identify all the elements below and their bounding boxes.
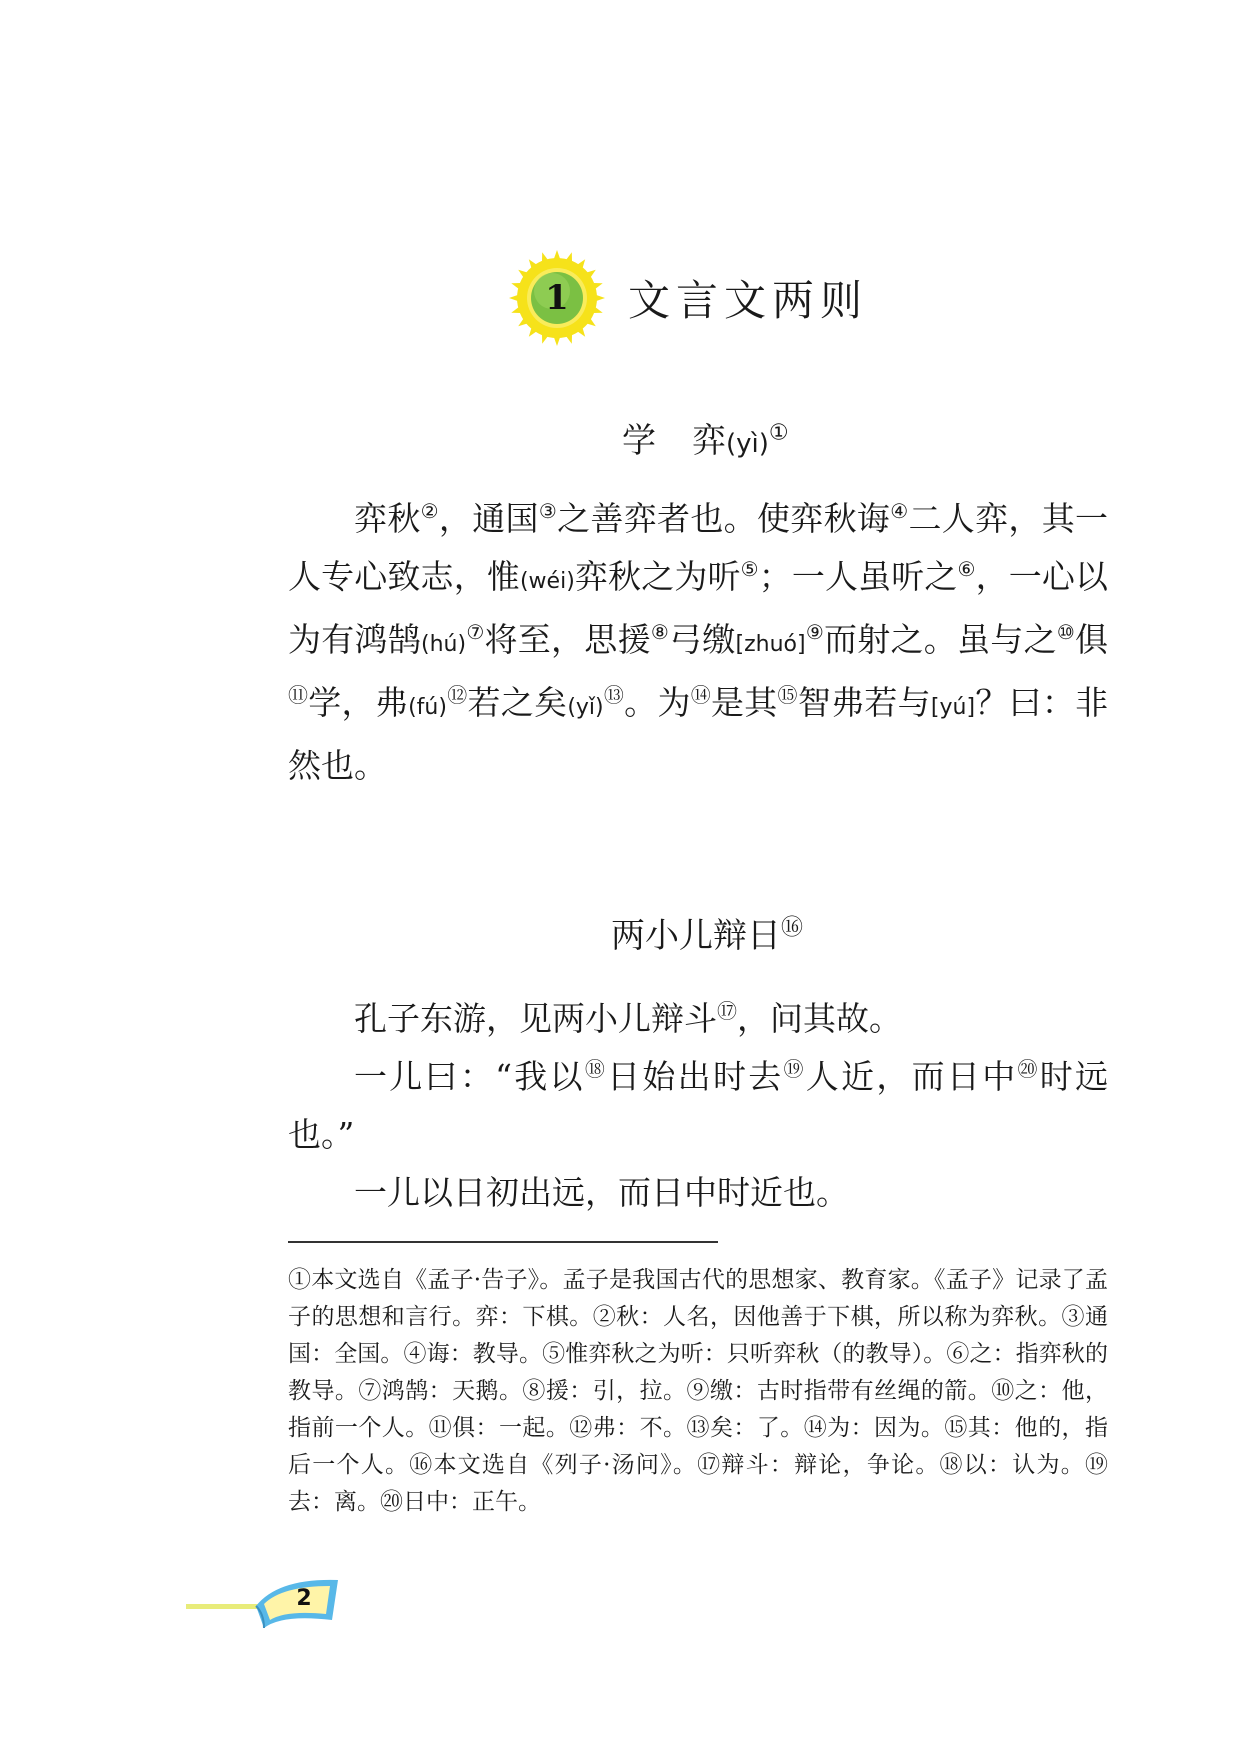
section-title-liangxiaoer [611,908,803,957]
footnote-mark: ⑨ [805,620,825,644]
pinyin: (wéi) [519,569,575,594]
text-run: 弓缴 [669,620,736,659]
pinyin: (hú) [421,632,467,657]
title-char: 学 [622,421,656,461]
text-run: ，通国 [438,499,539,538]
page-number-badge [186,1562,346,1632]
lesson-header [508,248,868,348]
footnote-mark: ⑰ [717,999,737,1023]
title-pinyin: (yì) [726,429,769,459]
paragraph [288,990,1108,1048]
text-run: 弈秋之为听 [574,557,741,596]
text-run: ；一人虽听之 [758,557,958,596]
text-run: ，问其故。 [737,999,902,1038]
text-run: 日始出时去 [607,1057,784,1096]
text-run: 将至，思援 [484,620,651,659]
footnote-mark: ⑫ [446,683,468,707]
paragraph [288,1164,1108,1222]
text-run: 而射之。虽与之 [824,620,1057,659]
sun-badge-icon [508,249,606,347]
footnote-mark: ⑯ [781,915,804,941]
footnote-mark: ② [420,499,439,523]
pinyin: [zhuó] [735,632,806,657]
footnote-divider [288,1241,718,1243]
pinyin: (fú) [408,695,447,720]
text-run: 俱 [1075,620,1109,659]
text-run: 学，弗 [308,683,409,722]
footnote-mark: ⑬ [603,683,625,707]
text-run: 是其 [711,683,778,722]
footnote-mark: ⑭ [690,683,711,707]
footnote-mark: ③ [538,499,558,523]
lesson-title: 文言文两则 [628,276,869,325]
text-run: 若之矣 [467,683,568,722]
section-body-liangxiaoer [288,990,1108,1222]
title-char: 弈 [692,421,726,461]
text-run: 弈秋 [354,499,421,538]
title-text: 两小儿辩日 [611,916,781,956]
pinyin: (yǐ) [567,695,604,720]
text-run: 孔子东游，见两小儿辩斗 [354,999,717,1038]
text-run: 之善弈者也。使弈秋诲 [557,499,891,538]
footnote-mark: ⑳ [1017,1057,1040,1081]
text-run: 二人弈，其一人专心致志，惟 [288,499,1108,596]
text-run: 人近，而日中 [805,1057,1018,1096]
footnotes: ①本文选自《孟子·告子》。孟子是我国古代的思想家、教育家。《孟子》记录了孟子的思想和言行。弈：下棋。②秋：人名，因他善于下棋，所以称为弈秋。③通国：全国。④诲：教导。⑤惟弈秋之为听：只听弈秋（的教导）。⑥之：指弈秋的教导。⑦鸿鹄：天鹅。⑧援：引，拉。⑨缴：古时指带有丝绳的箭。⑩之：他，指前一个人。⑪俱：一起。⑫弗：不。⑬矣：了。⑭为：因为。⑮其：他的，指后一个人。⑯本文选自《列子·汤问》。⑰辩斗：辩论，争论。⑱以：认为。⑲去：离。⑳日中：正午。 [288,1267,1108,1515]
footnote-mark: ⑱ [584,1057,608,1081]
footnote-mark: ⑧ [650,620,670,644]
footnote-mark: ① [768,420,789,446]
open-book-icon [186,1562,346,1632]
footnote-mark: ⑮ [777,683,798,707]
text-run: 智弗若与 [797,683,931,722]
text-run: 时远也。” [288,1057,1109,1154]
footnote-mark: ⑩ [1056,620,1076,644]
footnote-mark: ⑤ [740,557,759,581]
footnote-mark: ⑲ [783,1057,806,1081]
text-run: 一儿曰：“我以 [354,1057,585,1096]
section-body-xueyi [288,490,1108,795]
footnote-mark: ⑥ [957,557,976,581]
text-run: 。为 [624,683,691,722]
footnote-mark: ⑦ [466,620,485,644]
text-run: ，一心以为有鸿鹄 [288,557,1109,659]
text-run: ？曰：非然也。 [288,683,1109,785]
section-title-xueyi [622,413,789,462]
footnote-mark: ④ [890,499,909,523]
lesson-number: 1 [545,278,569,318]
page-number: 2 [296,1586,312,1611]
pinyin: [yú] [930,695,976,720]
text-run: 一儿以日初出远，而日中时近也。 [354,1173,849,1212]
footnote-mark: ⑪ [288,683,309,707]
paragraph [288,1048,1108,1164]
paragraph [288,490,1108,795]
